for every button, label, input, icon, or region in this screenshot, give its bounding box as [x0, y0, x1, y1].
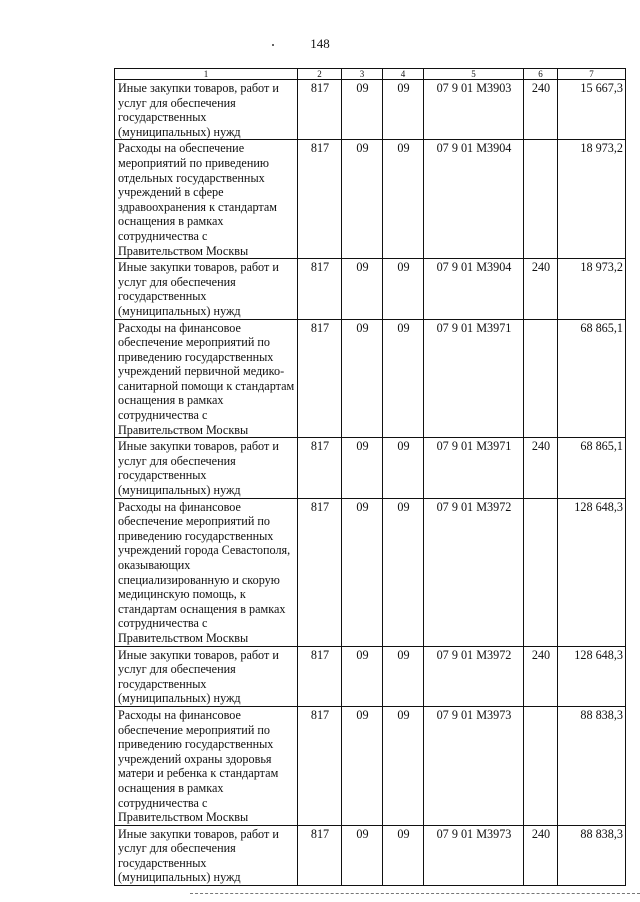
subsection-code-cell: 09 — [383, 140, 424, 259]
department-code-cell: 817 — [298, 498, 342, 646]
expense-name-cell: Иные закупки товаров, работ и услуг для обеспечения государственных (муниципальных) нужд — [115, 259, 298, 319]
column-header: 2 — [298, 69, 342, 80]
subsection-code-cell: 09 — [383, 259, 424, 319]
table-row — [115, 498, 626, 646]
section-code-cell: 09 — [342, 259, 383, 319]
column-header: 1 — [115, 69, 298, 80]
expense-type-cell: 240 — [524, 438, 558, 498]
amount-cell: 128 648,3 — [558, 498, 626, 646]
table-row — [115, 259, 626, 319]
target-article-cell: 07 9 01 М3971 — [424, 319, 524, 438]
expense-type-cell: 240 — [524, 259, 558, 319]
target-article-cell: 07 9 01 М3904 — [424, 140, 524, 259]
expense-name-cell: Расходы на финансовое обеспечение мероприятий по приведению государственных учреждений первичной медико-санитарной помощи к стандартам оснащения в рамках сотрудничества с Правительством Москвы — [115, 319, 298, 438]
section-code-cell: 09 — [342, 825, 383, 885]
target-article-cell: 07 9 01 М3903 — [424, 80, 524, 140]
amount-cell: 68 865,1 — [558, 319, 626, 438]
target-article-cell: 07 9 01 М3973 — [424, 825, 524, 885]
column-header: 5 — [424, 69, 524, 80]
expense-type-cell — [524, 140, 558, 259]
expense-name-cell: Иные закупки товаров, работ и услуг для обеспечения государственных (муниципальных) нужд — [115, 438, 298, 498]
table-row — [115, 825, 626, 885]
table-row — [115, 140, 626, 259]
table-row — [115, 646, 626, 706]
amount-cell: 18 973,2 — [558, 259, 626, 319]
column-header: 3 — [342, 69, 383, 80]
table-row — [115, 80, 626, 140]
section-code-cell: 09 — [342, 438, 383, 498]
expense-type-cell — [524, 706, 558, 825]
expense-name-cell: Иные закупки товаров, работ и услуг для обеспечения государственных (муниципальных) нужд — [115, 80, 298, 140]
column-header: 7 — [558, 69, 626, 80]
expense-name-cell: Расходы на финансовое обеспечение мероприятий по приведению государственных учреждений города Севастополя, оказывающих специализированную и скорую медицинскую помощь, к стандартам оснащения в рамках сотрудничества с Правительством Москвы — [115, 498, 298, 646]
amount-cell: 88 838,3 — [558, 706, 626, 825]
table-row — [115, 438, 626, 498]
page-number: 148 — [310, 36, 330, 51]
subsection-code-cell: 09 — [383, 438, 424, 498]
budget-table — [114, 68, 626, 886]
amount-cell: 88 838,3 — [558, 825, 626, 885]
department-code-cell: 817 — [298, 80, 342, 140]
expense-name-cell: Иные закупки товаров, работ и услуг для обеспечения государственных (муниципальных) нужд — [115, 825, 298, 885]
department-code-cell: 817 — [298, 646, 342, 706]
expense-type-cell — [524, 319, 558, 438]
section-code-cell: 09 — [342, 646, 383, 706]
amount-cell: 15 667,3 — [558, 80, 626, 140]
column-header: 4 — [383, 69, 424, 80]
amount-cell: 68 865,1 — [558, 438, 626, 498]
subsection-code-cell: 09 — [383, 646, 424, 706]
expense-name-cell: Расходы на обеспечение мероприятий по приведению отдельных государственных учреждений в сфере здравоохранения к стандартам оснащения в рамках сотрудничества с Правительством Москвы — [115, 140, 298, 259]
table-row — [115, 706, 626, 825]
table-row — [115, 319, 626, 438]
target-article-cell: 07 9 01 М3972 — [424, 646, 524, 706]
target-article-cell: 07 9 01 М3904 — [424, 259, 524, 319]
department-code-cell: 817 — [298, 825, 342, 885]
subsection-code-cell: 09 — [383, 319, 424, 438]
scan-speck — [272, 44, 274, 46]
department-code-cell: 817 — [298, 706, 342, 825]
column-header: 6 — [524, 69, 558, 80]
target-article-cell: 07 9 01 М3971 — [424, 438, 524, 498]
section-code-cell: 09 — [342, 706, 383, 825]
expense-type-cell: 240 — [524, 825, 558, 885]
subsection-code-cell: 09 — [383, 825, 424, 885]
target-article-cell: 07 9 01 М3972 — [424, 498, 524, 646]
section-code-cell: 09 — [342, 498, 383, 646]
department-code-cell: 817 — [298, 140, 342, 259]
expense-type-cell — [524, 498, 558, 646]
section-code-cell: 09 — [342, 319, 383, 438]
expense-type-cell: 240 — [524, 80, 558, 140]
subsection-code-cell: 09 — [383, 706, 424, 825]
expense-name-cell: Расходы на финансовое обеспечение мероприятий по приведению государственных учреждений охраны здоровья матери и ребенка к стандартам оснащения в рамках сотрудничества с Правительством Москвы — [115, 706, 298, 825]
amount-cell: 18 973,2 — [558, 140, 626, 259]
expense-name-cell: Иные закупки товаров, работ и услуг для обеспечения государственных (муниципальных) нужд — [115, 646, 298, 706]
subsection-code-cell: 09 — [383, 80, 424, 140]
table-header-row — [115, 69, 626, 80]
target-article-cell: 07 9 01 М3973 — [424, 706, 524, 825]
section-code-cell: 09 — [342, 140, 383, 259]
scan-edge-line — [190, 893, 640, 894]
subsection-code-cell: 09 — [383, 498, 424, 646]
department-code-cell: 817 — [298, 438, 342, 498]
section-code-cell: 09 — [342, 80, 383, 140]
department-code-cell: 817 — [298, 319, 342, 438]
expense-type-cell: 240 — [524, 646, 558, 706]
department-code-cell: 817 — [298, 259, 342, 319]
amount-cell: 128 648,3 — [558, 646, 626, 706]
